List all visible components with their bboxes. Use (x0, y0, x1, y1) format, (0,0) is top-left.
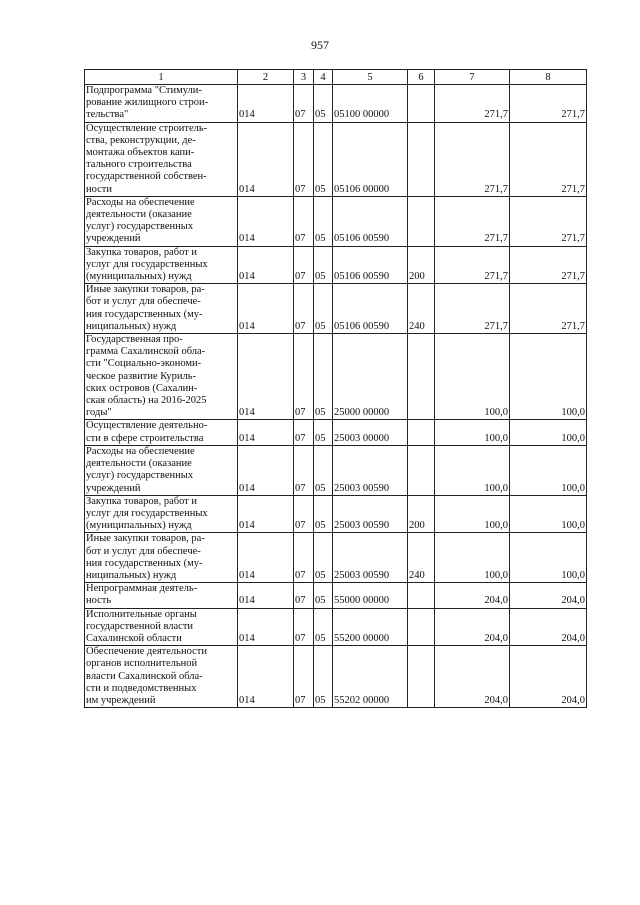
table-row (85, 420, 587, 445)
ministry-code: 014 (238, 334, 294, 420)
expense-name: Исполнительные органы государственной власти Сахалинской области (85, 608, 238, 646)
expense-type-code (408, 646, 435, 708)
subsection-code: 05 (314, 420, 333, 445)
expense-type-code: 200 (408, 246, 435, 284)
subsection-code: 05 (314, 284, 333, 334)
expense-type-code (408, 445, 435, 495)
target-article-code: 55000 00000 (333, 583, 408, 608)
expense-name: Осуществление строитель- ства, реконструкции, де- монтажа объектов капи- тального строительства государственной собствен- ности (85, 122, 238, 196)
table-row (85, 284, 587, 334)
expense-type-code: 240 (408, 284, 435, 334)
ministry-code: 014 (238, 495, 294, 533)
column-header: 6 (408, 70, 435, 85)
subsection-code: 05 (314, 646, 333, 708)
amount-year-1: 271,7 (435, 196, 510, 246)
amount-year-1: 100,0 (435, 445, 510, 495)
table-row (85, 445, 587, 495)
amount-year-2: 271,7 (510, 284, 587, 334)
target-article-code: 25003 00000 (333, 420, 408, 445)
table-row (85, 85, 587, 123)
amount-year-2: 271,7 (510, 85, 587, 123)
amount-year-1: 271,7 (435, 246, 510, 284)
ministry-code: 014 (238, 420, 294, 445)
expense-name: Непрограммная деятель- ность (85, 583, 238, 608)
expense-type-code: 240 (408, 533, 435, 583)
column-header: 3 (294, 70, 314, 85)
table-row (85, 583, 587, 608)
ministry-code: 014 (238, 246, 294, 284)
ministry-code: 014 (238, 608, 294, 646)
ministry-code: 014 (238, 122, 294, 196)
section-code: 07 (294, 334, 314, 420)
expense-name: Иные закупки товаров, ра- бот и услуг для обеспече- ния государственных (му- ниципальных) нужд (85, 533, 238, 583)
section-code: 07 (294, 533, 314, 583)
amount-year-2: 204,0 (510, 583, 587, 608)
amount-year-2: 100,0 (510, 420, 587, 445)
subsection-code: 05 (314, 246, 333, 284)
section-code: 07 (294, 445, 314, 495)
ministry-code: 014 (238, 646, 294, 708)
ministry-code: 014 (238, 583, 294, 608)
section-code: 07 (294, 420, 314, 445)
expense-type-code (408, 196, 435, 246)
target-article-code: 05106 00590 (333, 246, 408, 284)
amount-year-2: 271,7 (510, 246, 587, 284)
expense-type-code (408, 420, 435, 445)
table-row (85, 334, 587, 420)
target-article-code: 25003 00590 (333, 495, 408, 533)
subsection-code: 05 (314, 533, 333, 583)
section-code: 07 (294, 284, 314, 334)
amount-year-2: 100,0 (510, 334, 587, 420)
amount-year-1: 100,0 (435, 495, 510, 533)
column-header: 8 (510, 70, 587, 85)
target-article-code: 05106 00590 (333, 196, 408, 246)
subsection-code: 05 (314, 445, 333, 495)
section-code: 07 (294, 608, 314, 646)
section-code: 07 (294, 495, 314, 533)
column-header: 4 (314, 70, 333, 85)
amount-year-1: 204,0 (435, 646, 510, 708)
ministry-code: 014 (238, 533, 294, 583)
target-article-code: 55202 00000 (333, 646, 408, 708)
section-code: 07 (294, 196, 314, 246)
amount-year-1: 100,0 (435, 334, 510, 420)
subsection-code: 05 (314, 608, 333, 646)
column-header: 7 (435, 70, 510, 85)
expense-type-code (408, 334, 435, 420)
target-article-code: 25000 00000 (333, 334, 408, 420)
expense-type-code: 200 (408, 495, 435, 533)
subsection-code: 05 (314, 495, 333, 533)
subsection-code: 05 (314, 583, 333, 608)
column-header: 2 (238, 70, 294, 85)
amount-year-2: 100,0 (510, 533, 587, 583)
amount-year-1: 100,0 (435, 533, 510, 583)
amount-year-2: 271,7 (510, 196, 587, 246)
target-article-code: 05100 00000 (333, 85, 408, 123)
amount-year-2: 100,0 (510, 445, 587, 495)
table-row (85, 646, 587, 708)
table-row (85, 533, 587, 583)
table-row (85, 196, 587, 246)
amount-year-1: 204,0 (435, 608, 510, 646)
section-code: 07 (294, 85, 314, 123)
column-header: 1 (85, 70, 238, 85)
amount-year-2: 204,0 (510, 608, 587, 646)
ministry-code: 014 (238, 85, 294, 123)
ministry-code: 014 (238, 445, 294, 495)
amount-year-1: 271,7 (435, 122, 510, 196)
amount-year-1: 271,7 (435, 284, 510, 334)
amount-year-2: 271,7 (510, 122, 587, 196)
section-code: 07 (294, 122, 314, 196)
amount-year-2: 204,0 (510, 646, 587, 708)
expense-name: Государственная про- грамма Сахалинской обла- сти "Социально-экономи- ческое развитие Куриль- ских островов (Сахалин- ская область) на 2016-2025 годы" (85, 334, 238, 420)
ministry-code: 014 (238, 196, 294, 246)
page-number: 957 (311, 38, 329, 52)
expense-name: Иные закупки товаров, ра- бот и услуг для обеспече- ния государственных (му- ниципальных) нужд (85, 284, 238, 334)
target-article-code: 05106 00000 (333, 122, 408, 196)
budget-table (84, 69, 587, 708)
expense-name: Осуществление деятельно- сти в сфере строительства (85, 420, 238, 445)
expense-type-code (408, 122, 435, 196)
subsection-code: 05 (314, 334, 333, 420)
table-row (85, 495, 587, 533)
section-code: 07 (294, 246, 314, 284)
column-header: 5 (333, 70, 408, 85)
expense-name: Расходы на обеспечение деятельности (оказание услуг) государственных учреждений (85, 445, 238, 495)
section-code: 07 (294, 646, 314, 708)
section-code: 07 (294, 583, 314, 608)
amount-year-1: 271,7 (435, 85, 510, 123)
subsection-code: 05 (314, 196, 333, 246)
header-row (85, 70, 587, 85)
subsection-code: 05 (314, 85, 333, 123)
table-row (85, 122, 587, 196)
target-article-code: 25003 00590 (333, 445, 408, 495)
target-article-code: 55200 00000 (333, 608, 408, 646)
expense-type-code (408, 608, 435, 646)
expense-type-code (408, 85, 435, 123)
expense-name: Расходы на обеспечение деятельности (оказание услуг) государственных учреждений (85, 196, 238, 246)
subsection-code: 05 (314, 122, 333, 196)
table-row (85, 246, 587, 284)
expense-name: Закупка товаров, работ и услуг для государственных (муниципальных) нужд (85, 246, 238, 284)
expense-name: Обеспечение деятельности органов исполнительной власти Сахалинской обла- сти и подведомственных им учреждений (85, 646, 238, 708)
expense-name: Закупка товаров, работ и услуг для государственных (муниципальных) нужд (85, 495, 238, 533)
expense-name: Подпрограмма "Стимули- рование жилищного строи- тельства" (85, 85, 238, 123)
table-row (85, 608, 587, 646)
expense-type-code (408, 583, 435, 608)
ministry-code: 014 (238, 284, 294, 334)
target-article-code: 25003 00590 (333, 533, 408, 583)
amount-year-2: 100,0 (510, 495, 587, 533)
target-article-code: 05106 00590 (333, 284, 408, 334)
amount-year-1: 100,0 (435, 420, 510, 445)
amount-year-1: 204,0 (435, 583, 510, 608)
